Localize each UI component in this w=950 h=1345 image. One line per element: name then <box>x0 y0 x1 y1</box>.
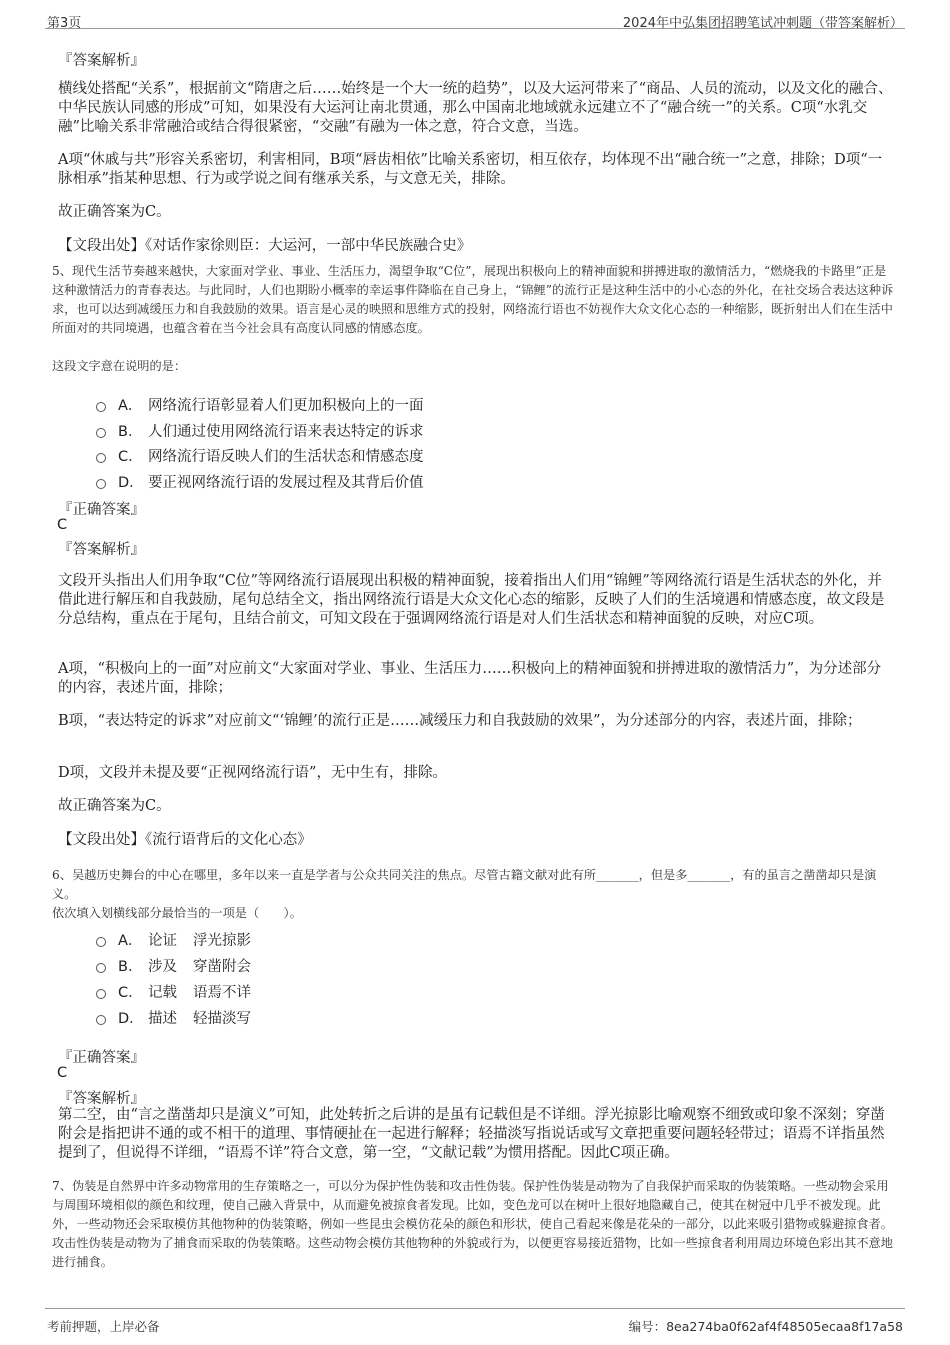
q6-explain: 第二空，由“言之凿凿却只是演义”可知，此处转折之后讲的是虽有记载但是不详细。浮光掠影比喻观察不细致或印象不深刻；穿凿附会是指把讲不通的或不相干的道理、事情硬扯在一起进行解释；轻描淡写指说话或写文章把重要问题轻轻带过；语焉不详指虽然提到了，但说得不详细，“语焉不详”符合文意，第一空，“文献记载”为惯用搭配。因此C项正确。 <box>58 1107 885 1161</box>
q4-source: 【文段出处】《对话作家徐则臣：大运河，一部中华民族融合史》 <box>58 238 472 254</box>
radio-icon[interactable] <box>96 428 106 438</box>
correct-label: 『正确答案』 <box>58 502 145 518</box>
page-number: 第3页 <box>47 16 82 31</box>
q6-answer: C <box>57 1065 68 1081</box>
q6-option-c[interactable]: C． 记载 语焉不详 <box>96 981 251 1002</box>
q5-explain-3: B项，“表达特定的诉求”对应前文“‘锦鲤’的流行正是……减缓压力和自我鼓励的效果”，为分述部分的内容，表述片面，排除； <box>58 713 862 729</box>
radio-icon[interactable] <box>96 963 106 973</box>
q5-option-c[interactable]: C． 网络流行语反映人们的生活状态和情感态度 <box>96 445 424 466</box>
correct-label: 『正确答案』 <box>58 1050 145 1066</box>
q6-option-a[interactable]: A． 论证 浮光掠影 <box>96 929 251 950</box>
q5-option-d[interactable]: D． 要正视网络流行语的发展过程及其背后价值 <box>96 471 424 492</box>
q6-option-b[interactable]: B． 涉及 穿凿附会 <box>96 955 251 976</box>
radio-icon[interactable] <box>96 453 106 463</box>
q5-answer: C <box>57 517 68 533</box>
q5-explain-4: D项，文段并未提及要“正视网络流行语”，无中生有，排除。 <box>58 765 447 781</box>
radio-icon[interactable] <box>96 1015 106 1025</box>
document-code: 编号：8ea274ba0f62af4f48505ecaa8f17a58 <box>628 1319 903 1334</box>
explain-label: 『答案解析』 <box>58 1091 145 1107</box>
q6-stem: 6、吴越历史舞台的中心在哪里，多年以来一直是学者与公众共同关注的焦点。尽管古籍文献对此有所_______，但是多_______，有的虽言之凿凿却只是演义。 <box>52 868 877 901</box>
q5-option-a[interactable]: A． 网络流行语彰显着人们更加积极向上的一面 <box>96 394 424 415</box>
q5-stem: 5、现代生活节奏越来越快，大家面对学业、事业、生活压力，渴望争取“C位”，展现出积极向上的精神面貌和拼搏进取的激情活力，“燃烧我的卡路里”正是这种激情活力的青春表达。与此同时，人们也期盼小概率的幸运事件降临在自己身上，“锦鲤”的流行正是这种生活中的小心态的外化，在社交场合表达这种诉求，也可以达到减缓压力和自我鼓励的效果。语言是心灵的映照和思维方式的投射，网络流行语也不妨视作大众文化心态的一种缩影，既折射出人们在生活中所面对的共同境遇，也蕴含着在当今社会具有高度认同感的情感态度。 <box>52 264 894 335</box>
radio-icon[interactable] <box>96 479 106 489</box>
page-footer <box>45 1308 905 1345</box>
radio-icon[interactable] <box>96 937 106 947</box>
q5-option-b[interactable]: B． 人们通过使用网络流行语来表达特定的诉求 <box>96 420 424 441</box>
q7-stem: 7、伪装是自然界中许多动物常用的生存策略之一，可以分为保护性伪装和攻击性伪装。保护性伪装是动物为了自我保护而采取的伪装策略。一些动物会采用与周围环境相似的颜色和纹理，使自己融入背景中，从而避免被掠食者发现。比如，变色龙可以在树叶上很好地隐藏自己，使其在树冠中几乎不被发现。此外，一些动物还会采取模仿其他物种的伪装策略，例如一些昆虫会模仿花朵的颜色和形状，使自己看起来像是花朵的一部分，以此来吸引猎物或躲避掠食者。攻击性伪装是动物为了捕食而采取的伪装策略。这些动物会模仿其他物种的外貌或行为，以便更容易接近猎物，比如一些掠食者利用周边环境色彩出其不意地进行捕食。 <box>52 1179 893 1269</box>
explain-label: 『答案解析』 <box>58 53 145 69</box>
radio-icon[interactable] <box>96 402 106 412</box>
explain-label: 『答案解析』 <box>58 542 145 558</box>
q4-explain-p3: 故正确答案为C。 <box>58 204 171 220</box>
q5-explain-1: 文段开头指出人们用争取“C位”等网络流行语展现出积极的精神面貌，接着指出人们用“锦鲤”等网络流行语是生活状态的外化，并借此进行解压和自我鼓励，尾句总结全文，指出网络流行语是大众文化心态的缩影，反映了人们的生活境遇和情感态度，故文段是分总结构，重点在于尾句，且结合前文，可知文段在于强调网络流行语是对人们生活状态和精神面貌的反映，对应C项。 <box>58 573 885 627</box>
q6-option-d[interactable]: D． 描述 轻描淡写 <box>96 1007 251 1028</box>
document-title: 2024年中弘集团招聘笔试冲刺题（带答案解析） <box>622 16 903 31</box>
q6-prompt: 依次填入划横线部分最恰当的一项是（ ）。 <box>52 906 302 920</box>
q4-explain-p2: A项“休戚与共”形容关系密切，利害相同，B项“唇齿相依”比喻关系密切，相互依存，均体现不出“融合统一”之意，排除；D项“一脉相承”指某种思想、行为或学说之间有继承关系，与文意无关，排除。 <box>58 152 883 187</box>
q5-source: 【文段出处】《流行语背后的文化心态》 <box>58 832 312 848</box>
q5-prompt: 这段文字意在说明的是： <box>52 359 187 373</box>
q4-explain-p1: 横线处搭配“关系”，根据前文“隋唐之后……始终是一个大一统的趋势”，以及大运河带来了“商品、人员的流动，以及文化的融合、中华民族认同感的形成”可知，如果没有大运河让南北贯通，那么中国南北地域就永远建立不了“融合统一”的关系。C项“水乳交融”比喻关系非常融洽或结合得很紧密，“交融”有融为一体之意，符合文意，当选。 <box>58 81 893 135</box>
radio-icon[interactable] <box>96 989 106 999</box>
q5-explain-5: 故正确答案为C。 <box>58 798 171 814</box>
q5-explain-2: A项，“积极向上的一面”对应前文“大家面对学业、事业、生活压力……积极向上的精神面貌和拼搏进取的激情活力”，为分述部分的内容，表述片面，排除； <box>58 661 882 696</box>
page-header <box>45 0 905 29</box>
footer-slogan: 考前押题，上岸必备 <box>47 1319 160 1334</box>
